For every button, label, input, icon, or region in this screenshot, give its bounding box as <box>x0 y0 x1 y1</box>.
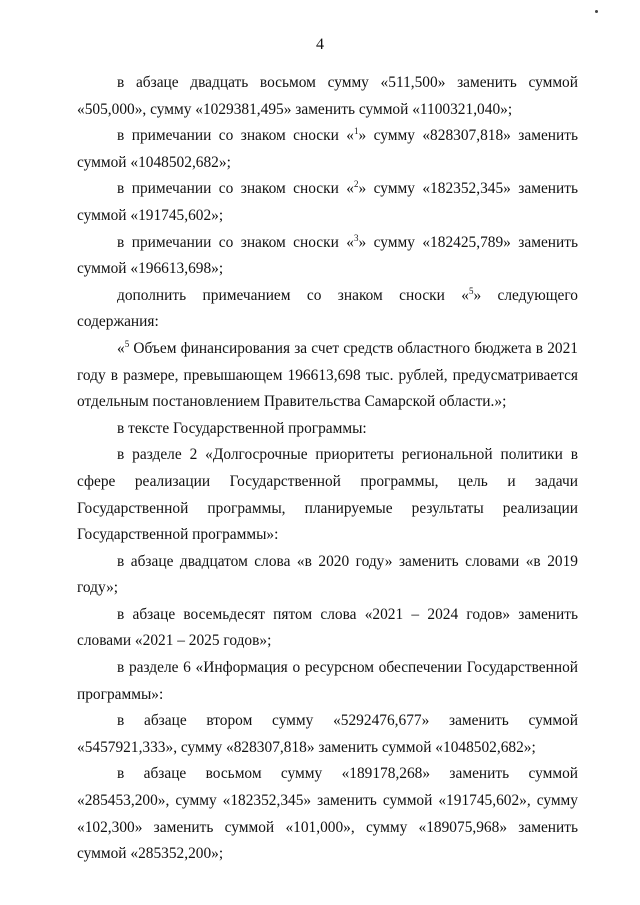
paragraph-text: в абзаце двадцатом слова «в 2020 году» заменить словами «в 2019 году»; <box>77 552 578 597</box>
footnote-marker: 1 <box>354 126 359 137</box>
paragraph-text-after: » следующего содержания: <box>77 286 579 331</box>
paragraph-text: в абзаце восемьдесят пятом слова «2021 – 2024 годов» заменить словами «2021 – 2025 годов»; <box>77 605 578 650</box>
paragraph-footnote-2-note <box>77 176 578 229</box>
footnote-marker: 5 <box>124 338 130 349</box>
paragraph-amend-paragraph-20 <box>77 549 578 602</box>
scan-speck <box>595 10 598 13</box>
document-body <box>77 70 578 868</box>
paragraph-footnote-1-note <box>77 123 578 176</box>
paragraph-text-before: дополнить примечанием со знаком сноски « <box>117 286 469 304</box>
paragraph-text-before: в примечании со знаком сноски « <box>117 180 354 198</box>
paragraph-text: в абзаце двадцать восьмом сумму «511,500» заменить суммой «505,000», сумму «1029381,495» заменить суммой «1100321,040»; <box>77 74 578 118</box>
paragraph-section-2 <box>77 442 578 548</box>
footnote-marker: 5 <box>468 285 474 296</box>
footnote-marker: 3 <box>354 232 359 243</box>
paragraph-section-6 <box>77 655 578 708</box>
paragraph-text-after: Объем финансирования за счет средств областного бюджета в 2021 году в размере, превышающем 196613,698 тыс. рублей, предусматривается отдельным постановлением Правительства Самарской области.»; <box>77 339 578 411</box>
paragraph-amend-paragraph-2 <box>77 708 578 761</box>
paragraph-text: в тексте Государственной программы: <box>117 419 367 437</box>
paragraph-text-before: « <box>117 339 125 357</box>
paragraph-text: в абзаце втором сумму «5292476,677» заменить суммой «5457921,333», сумму «828307,818» заменить суммой «1048502,682»; <box>77 712 578 756</box>
paragraph-text-after: » сумму «182425,789» заменить суммой «196613,698»; <box>77 233 578 278</box>
paragraph-text-before: в примечании со знаком сноски « <box>117 127 354 145</box>
page-number: 4 <box>316 36 324 53</box>
paragraph-amend-paragraph-28 <box>77 70 578 123</box>
paragraph-amend-paragraph-85 <box>77 602 578 655</box>
paragraph-text-after: » сумму «828307,818» заменить суммой «1048502,682»; <box>77 127 578 171</box>
paragraph-amend-paragraph-8 <box>77 761 578 867</box>
paragraph-text-before: в примечании со знаком сноски « <box>117 233 354 251</box>
paragraph-program-text-intro <box>77 416 578 443</box>
paragraph-text-after: » сумму «182352,345» заменить суммой «191745,602»; <box>77 180 578 224</box>
paragraph-text: в абзаце восьмом сумму «189178,268» заменить суммой «285453,200», сумму «182352,345» заменить суммой «191745,602», сумму «102,300» заменить суммой «101,000», сумму «189075,968» заменить суммой «285352,200»; <box>77 765 578 863</box>
paragraph-text: в разделе 6 «Информация о ресурсном обеспечении Государственной программы»: <box>77 659 578 703</box>
paragraph-text: в разделе 2 «Долгосрочные приоритеты региональной политики в сфере реализации Государственной программы, цель и задачи Государственной программы, планируемые результаты реализации Государственной программы»: <box>77 446 578 544</box>
paragraph-footnote-3-note <box>77 230 578 283</box>
footnote-marker: 2 <box>354 179 359 190</box>
paragraph-footnote-5-content <box>77 336 578 416</box>
paragraph-add-footnote-5 <box>77 283 578 336</box>
